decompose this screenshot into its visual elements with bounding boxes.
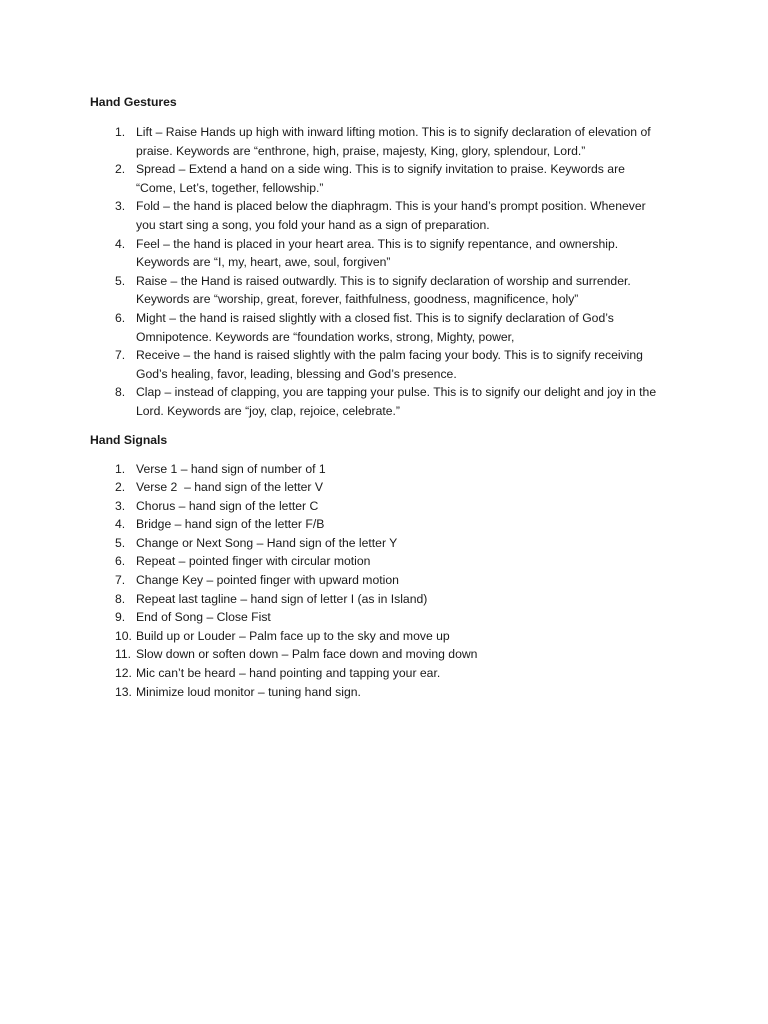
list-item <box>90 571 690 590</box>
list-item-text: Change Key – pointed finger with upward motion <box>136 573 399 588</box>
list-item-number: 13. <box>115 684 132 699</box>
hand-gestures-list <box>90 123 690 421</box>
text-line: Receive – the hand is raised slightly with the palm facing your body. This is to signify receiving <box>136 348 643 363</box>
list-item-number: 11. <box>115 647 132 662</box>
text-line: Feel – the hand is placed in your heart area. This is to signify repentance, and ownership. <box>136 236 619 251</box>
text-line: Keywords are “I, my, heart, awe, soul, forgiven” <box>136 255 391 270</box>
list-item-number: 6. <box>115 310 126 325</box>
list-item <box>90 346 690 383</box>
list-item-text: Mic can’t be heard – hand pointing and tapping your ear. <box>136 666 441 681</box>
list-item <box>90 534 690 553</box>
list-item-number: 12. <box>115 666 132 681</box>
list-item-text <box>136 309 690 346</box>
list-item-number: 4. <box>115 517 126 532</box>
list-item-text: Bridge – hand sign of the letter F/B <box>136 517 325 532</box>
list-item-number: 2. <box>115 480 126 495</box>
list-item-text <box>136 235 690 272</box>
text-line: Lord. Keywords are “joy, clap, rejoice, celebrate.” <box>136 403 400 418</box>
list-item-number: 8. <box>115 591 126 606</box>
list-item <box>90 272 690 309</box>
list-item-text <box>136 160 690 197</box>
list-item <box>90 590 690 609</box>
hand-signals-list <box>90 460 690 702</box>
list-item-text: Repeat last tagline – hand sign of letter I (as in Island) <box>136 591 428 606</box>
list-item <box>90 497 690 516</box>
list-item <box>90 664 690 683</box>
list-item-number: 7. <box>115 573 126 588</box>
list-item-text: Chorus – hand sign of the letter C <box>136 498 319 513</box>
list-item-text: Verse 1 – hand sign of number of 1 <box>136 461 326 476</box>
list-item-text <box>136 383 690 420</box>
text-line: “Come, Let’s, together, fellowship.” <box>136 180 324 195</box>
list-item-number: 7. <box>115 348 126 363</box>
text-line: you start sing a song, you fold your hand as a sign of preparation. <box>136 217 490 232</box>
list-item-number: 9. <box>115 610 126 625</box>
list-item-text: Slow down or soften down – Palm face down and moving down <box>136 647 478 662</box>
list-item-number: 4. <box>115 236 126 251</box>
list-item <box>90 608 690 627</box>
text-line: Lift – Raise Hands up high with inward lifting motion. This is to signify declaration of elevation of <box>136 125 651 139</box>
list-item-number: 1. <box>115 125 126 139</box>
list-item-text: Repeat – pointed finger with circular motion <box>136 554 371 569</box>
list-item <box>90 197 690 234</box>
list-item-number: 3. <box>115 498 126 513</box>
list-item <box>90 235 690 272</box>
list-item-number: 1. <box>115 461 126 476</box>
list-item-text: End of Song – Close Fist <box>136 610 271 625</box>
list-item-number: 3. <box>115 199 126 214</box>
list-item <box>90 123 690 160</box>
list-item <box>90 383 690 420</box>
text-line: Omnipotence. Keywords are “foundation works, strong, Mighty, power, <box>136 329 515 344</box>
document-page <box>90 93 690 701</box>
list-item <box>90 515 690 534</box>
text-line: Might – the hand is raised slightly with a closed fist. This is to signify declaration of God’s <box>136 310 614 325</box>
list-item <box>90 627 690 646</box>
list-item-number: 8. <box>115 385 126 400</box>
text-line: Spread – Extend a hand on a side wing. This is to signify invitation to praise. Keywords are <box>136 162 625 177</box>
list-item <box>90 683 690 702</box>
list-item-text <box>136 272 690 309</box>
list-item-text <box>136 197 690 234</box>
section-heading-hand-signals: Hand Signals <box>90 432 168 447</box>
list-item-number: 5. <box>115 535 126 550</box>
list-item-number: 5. <box>115 273 126 288</box>
text-line: Clap – instead of clapping, you are tapping your pulse. This is to signify our delight and joy in the <box>136 385 657 400</box>
list-item <box>90 478 690 497</box>
list-item <box>90 645 690 664</box>
list-item <box>90 460 690 479</box>
text-line: Keywords are “worship, great, forever, faithfulness, goodness, magnificence, holy” <box>136 292 579 307</box>
text-line: praise. Keywords are “enthrone, high, praise, majesty, King, glory, splendour, Lord.” <box>136 143 586 158</box>
list-item-text: Verse 2 – hand sign of the letter V <box>136 480 323 495</box>
list-item <box>90 309 690 346</box>
list-item-text <box>136 346 690 383</box>
list-item-number: 2. <box>115 162 126 177</box>
list-item <box>90 552 690 571</box>
list-item-number: 6. <box>115 554 126 569</box>
list-item-text: Build up or Louder – Palm face up to the sky and move up <box>136 628 450 643</box>
text-line: Fold – the hand is placed below the diaphragm. This is your hand’s prompt position. Whenever <box>136 199 646 214</box>
section-heading-hand-gestures: Hand Gestures <box>90 95 177 109</box>
text-line: Raise – the Hand is raised outwardly. This is to signify declaration of worship and surrender. <box>136 273 631 288</box>
list-item-text <box>136 123 690 160</box>
list-item-text: Minimize loud monitor – tuning hand sign. <box>136 684 361 699</box>
list-item-number: 10. <box>115 628 132 643</box>
text-line: God’s healing, favor, leading, blessing and God’s presence. <box>136 366 457 381</box>
list-item <box>90 160 690 197</box>
list-item-text: Change or Next Song – Hand sign of the letter Y <box>136 535 398 550</box>
